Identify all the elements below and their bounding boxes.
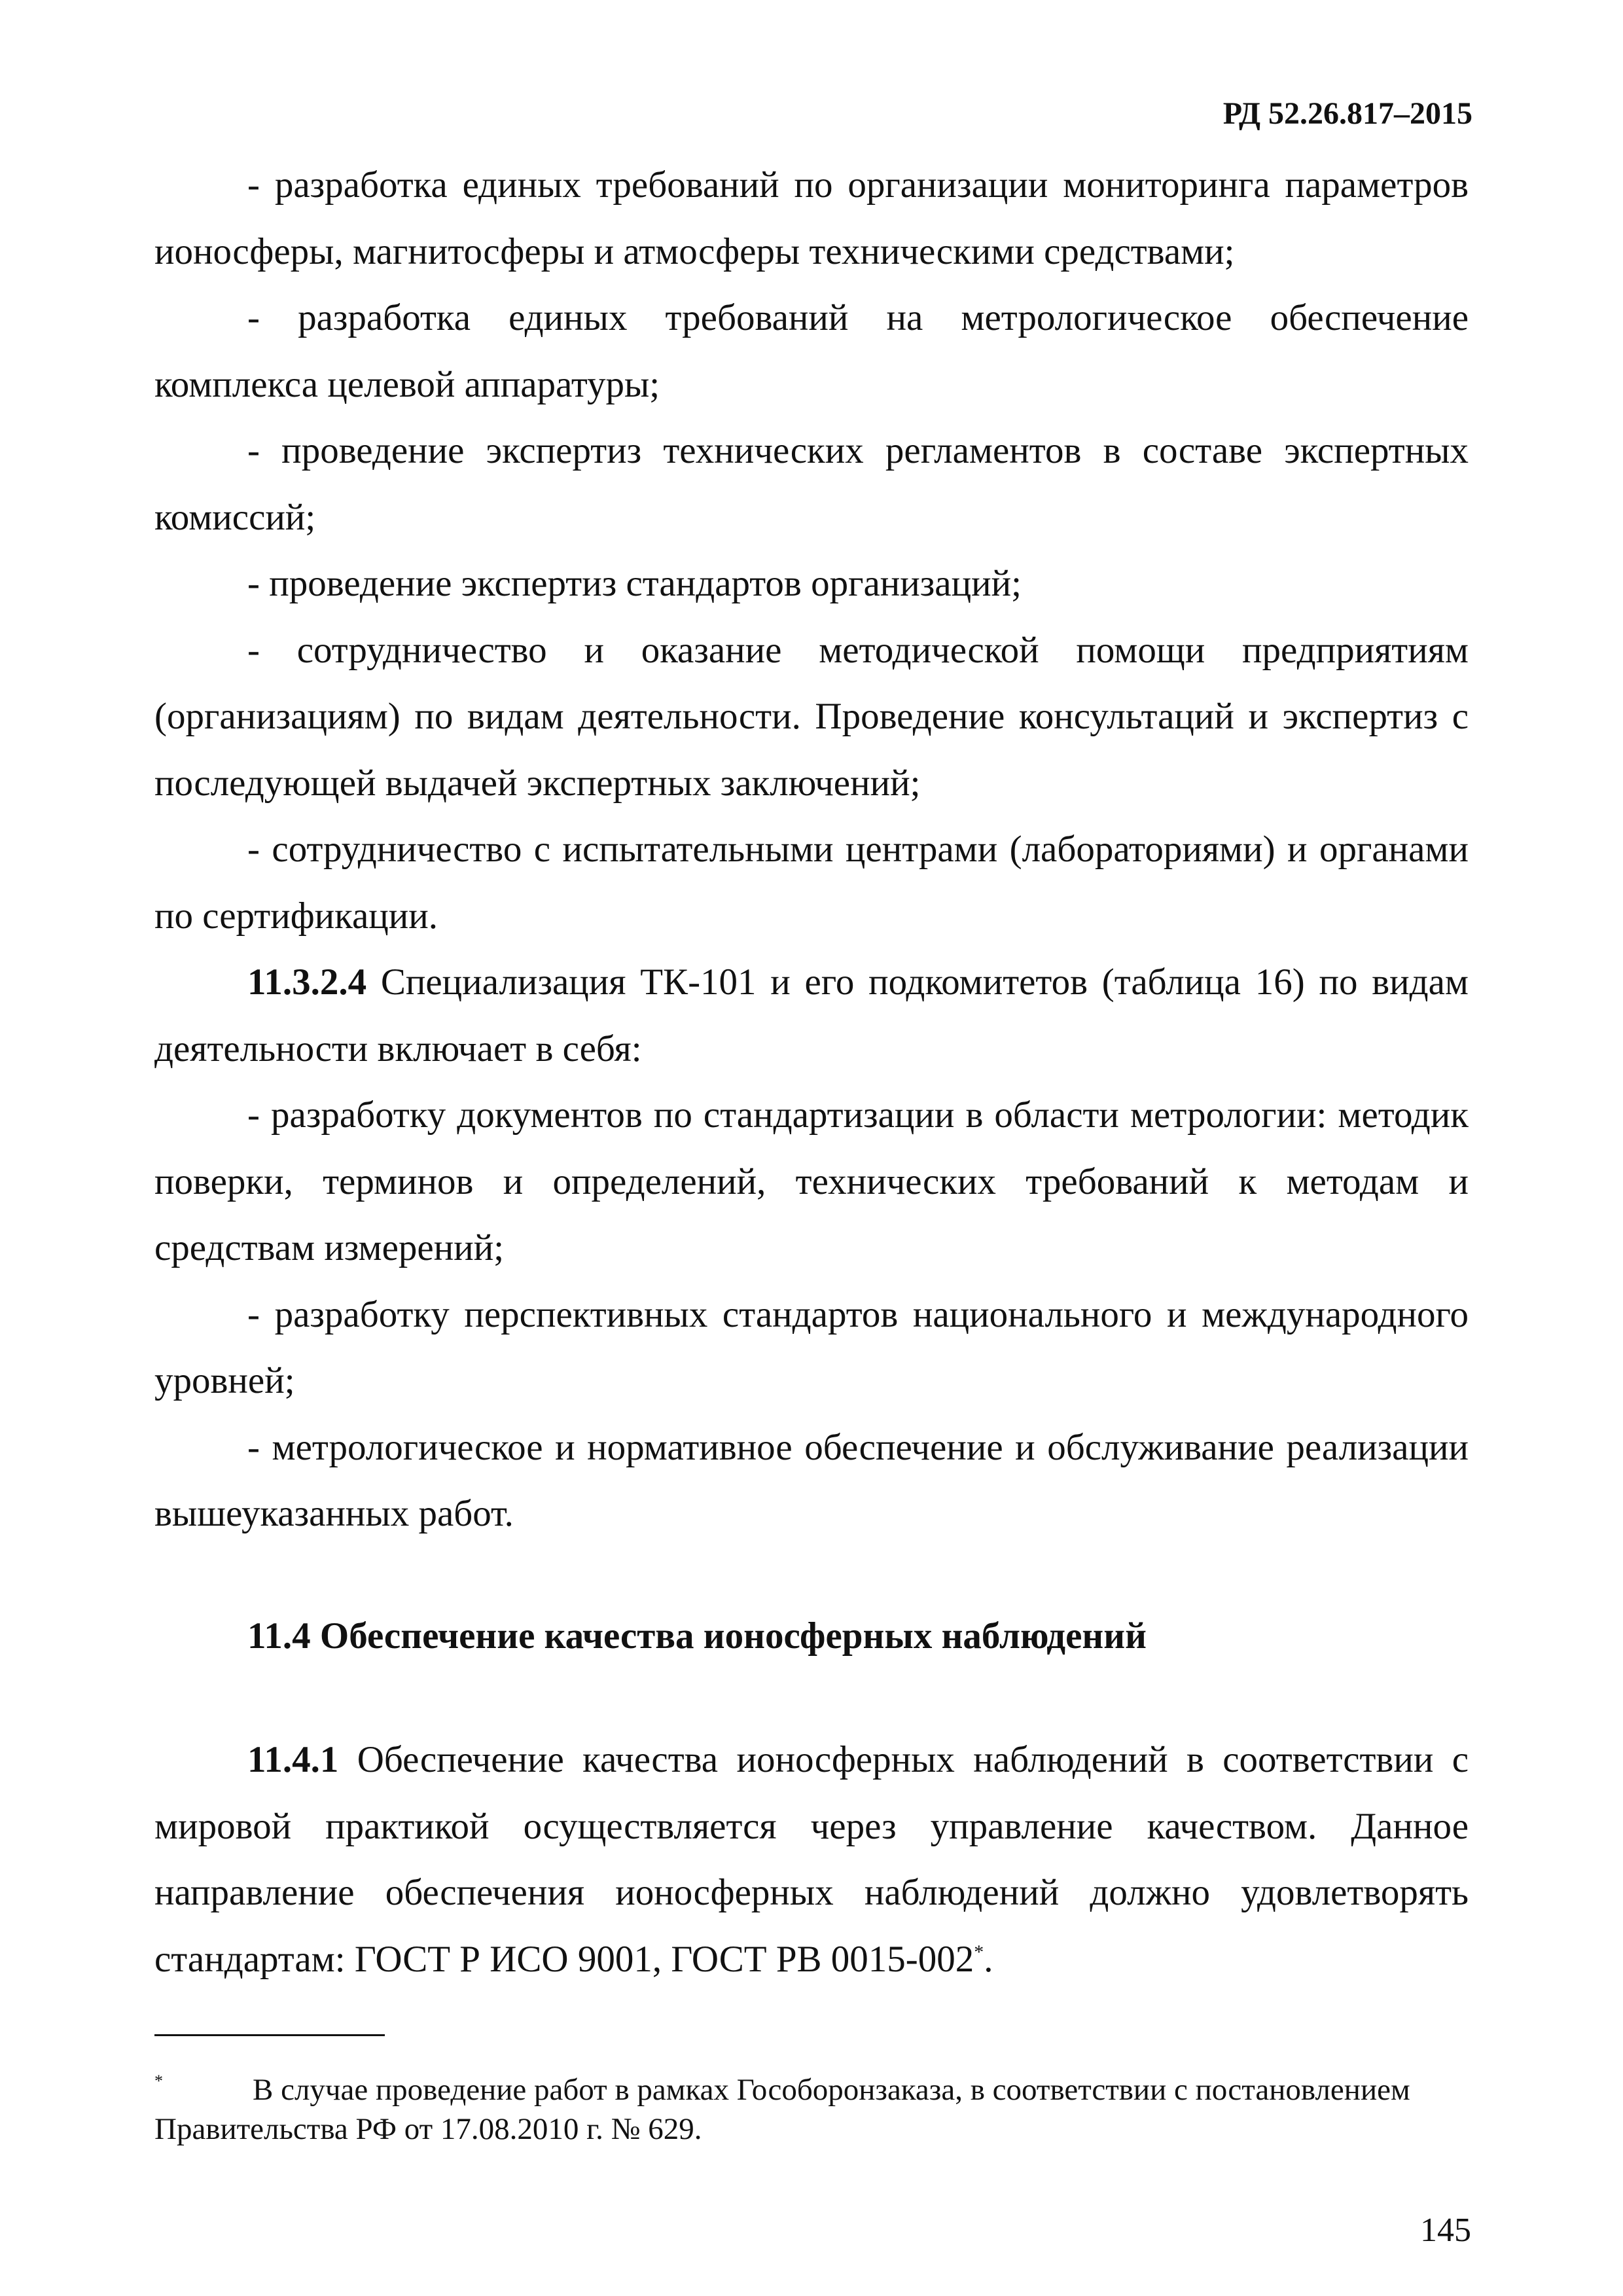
list-item: - разработка единых требований на метрологическое обеспечение комплекса целевой аппаратуры; — [154, 297, 1469, 405]
list-item: - разработка единых требований по организации мониторинга параметров ионосферы, магнитосферы и атмосферы техническими средствами; — [154, 164, 1469, 272]
main-text — [154, 152, 1469, 1992]
list-item: - проведение экспертиз стандартов организаций; — [247, 563, 1022, 604]
clause-number: 11.3.2.4 — [247, 961, 367, 1003]
list-item: - сотрудничество с испытательными центрами (лабораториями) и органами по сертификации. — [154, 829, 1469, 937]
footnote — [154, 2070, 1469, 2149]
list-item: - сотрудничество и оказание методической помощи предприятиям (организациям) по видам деятельности. Проведение консультаций и экспертиз с последующей выдачей экспертных заключений; — [154, 629, 1469, 804]
footnote-separator — [154, 2034, 385, 2036]
clause-number: 11.4.1 — [247, 1739, 339, 1780]
clause-text: Специализация ТК-101 и его подкомитетов (таблица 16) по видам деятельности включает в себя: — [154, 961, 1469, 1069]
list-item: - разработку перспективных стандартов национального и международного уровней; — [154, 1293, 1469, 1401]
page-number: 145 — [1420, 2212, 1471, 2249]
footnote-text: В случае проведение работ в рамках Гособоронзаказа, в соответствии с постановлением Правительства РФ от 17.08.2010 г. № 629. — [154, 2073, 1410, 2146]
list-item: - метрологическое и нормативное обеспечение и обслуживание реализации вышеуказанных работ. — [154, 1426, 1469, 1534]
clause-paragraph — [154, 1727, 1469, 1992]
section-heading: 11.4 Обеспечение качества ионосферных наблюдений — [247, 1615, 1147, 1657]
clause-text: Обеспечение качества ионосферных наблюдений в соответствии с мировой практикой осуществляется через управление качеством. Данное направление обеспечения ионосферных наблюдений должно удовлетворять стандартам: ГОСТ Р ИСО 9001, ГОСТ РВ 0015-002 — [154, 1739, 1469, 1980]
document-code-header: РД 52.26.817–2015 — [1222, 96, 1472, 131]
list-item: - проведение экспертиз технических регламентов в составе экспертных комиссий; — [154, 430, 1469, 538]
footnote-mark: * — [154, 2072, 163, 2090]
footnote-reference: * — [974, 1941, 984, 1963]
clause-end: . — [984, 1938, 993, 1980]
clause-paragraph — [154, 949, 1469, 1082]
list-item: - разработку документов по стандартизации в области метрологии: методик поверки, терминов и определений, технических требований к методам и средствам измерений; — [154, 1094, 1469, 1268]
